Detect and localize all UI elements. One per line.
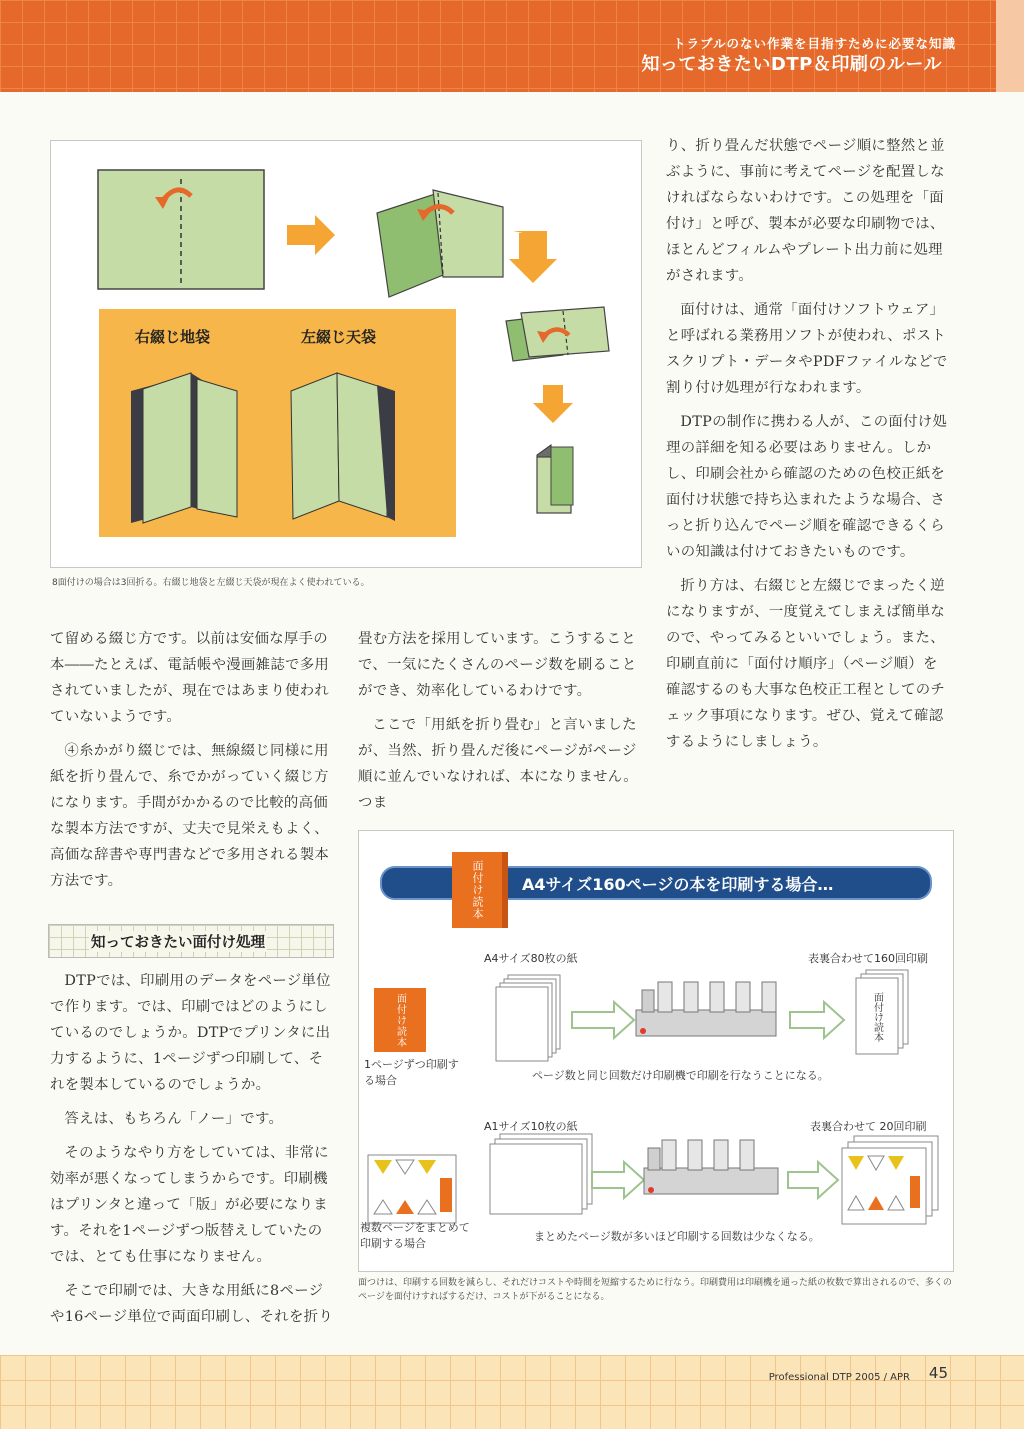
publication-name: Professional DTP 2005 / APR xyxy=(768,1372,910,1383)
figure2-caption: 面つけは、印刷する回数を減らし、それだけコストや時間を短縮するために行なう。印刷費用は印刷機を通った紙の枚数で算出されるので、多くのページを面付けすればするだけ、コストが下がることになる。 xyxy=(358,1278,952,1302)
multi-page-label: 複数ページをまとめて印刷する場合 xyxy=(360,1221,470,1250)
article-column-left-bottom xyxy=(50,968,334,1330)
paragraph: 畳む方法を採用しています。こうすることで、一気にたくさんのページ数を刷ることができ、効率化しているわけです。 xyxy=(358,631,637,699)
book-cover-small: 面付け読本 xyxy=(374,988,426,1052)
header-title: 知っておきたいDTP＆印刷のルール xyxy=(641,54,942,75)
section-heading-box xyxy=(48,924,334,958)
book-cover-large: 面付け読本 xyxy=(452,852,508,928)
folding-figure xyxy=(50,140,642,568)
paragraph: 折り方は、右綴じと左綴じでまったく逆になりますが、一度覚えてしまえば簡単なので、やってみるといいでしょう。また、印刷直前に「面付け順序」（ページ順）を確認するのも大事な色校正工程としてのチェック事項になります。ぜひ、覚えて確認するようにしましょう。 xyxy=(666,578,946,750)
article-column-middle xyxy=(358,626,642,816)
paragraph: ④糸かがり綴じでは、無線綴じ同様に用紙を折り畳んで、糸でかがっていく綴じ方になります。手間がかかるので比較的高価な製本方法ですが、丈夫で見栄えもよく、高価な辞書や専門書などで多用される製本方法です。 xyxy=(50,743,330,889)
single-page-label: 1ページずつ印刷する場合 xyxy=(364,1058,459,1087)
output-book-label: 面付け読本 xyxy=(871,992,883,1042)
print-count-20-label: 表裏合わせて 20回印刷 xyxy=(810,1120,927,1133)
paragraph: て留める綴じ方です。以前は安価な厚手の本――たとえば、電話帳や漫画雑誌で多用されていましたが、現在ではあまり使われていないようです。 xyxy=(50,631,330,725)
row2-note: まとめたページ数が多いほど印刷する回数は少なくなる。 xyxy=(534,1230,820,1243)
right-binding-label: 右綴じ地袋 xyxy=(135,328,211,346)
a4-paper-label: A4サイズ80枚の紙 xyxy=(484,952,578,965)
header-accent xyxy=(996,0,1024,92)
folding-illustration xyxy=(51,141,641,567)
a1-paper-label: A1サイズ10枚の紙 xyxy=(484,1120,578,1133)
paragraph: り、折り畳んだ状態でページ順に整然と並ぶように、事前に考えてページを配置しなければならないわけです。この処理を「面付け」と呼び、製本が必要な印刷物では、ほとんどフィルムやプレート出力前に処理がされます。 xyxy=(666,138,945,284)
article-column-right xyxy=(666,133,950,755)
printing-figure-title: A4サイズ160ページの本を印刷する場合… xyxy=(522,875,834,894)
printing-diagram xyxy=(358,830,952,1270)
paragraph: ここで「用紙を折り畳む」と言いましたが、当然、折り畳んだ後にページがページ順に並んでいなければ、本になりません。つま xyxy=(358,717,638,811)
row1-note: ページ数と同じ回数だけ印刷機で印刷を行なうことになる。 xyxy=(532,1069,829,1082)
footer-band xyxy=(0,1355,1024,1429)
paragraph: DTPの制作に携わる人が、この面付け処理の詳細を知る必要はありません。しかし、印刷会社から確認のための色校正紙を面付け状態で持ち込まれたような場合、さっと折り込んでページ順を確認できるくらいの知識は付けておきたいものです。 xyxy=(666,414,948,560)
paragraph: DTPでは、印刷用のデータをページ単位で作ります。では、印刷ではどのようにしているのでしょうか。DTPでプリンタに出力するように、1ページずつ印刷して、それを製本しているのでしょうか。 xyxy=(50,973,331,1093)
paragraph: 答えは、もちろん「ノー」です。 xyxy=(64,1111,284,1127)
article-column-left xyxy=(50,626,334,894)
paragraph: そこで印刷では、大きな用紙に8ページや16ページ単位で両面印刷し、それを折り xyxy=(50,1283,334,1325)
print-count-160-label: 表裏合わせて160回印刷 xyxy=(808,952,928,965)
figure1-caption: 8面付けの場合は3回折る。右綴じ地袋と左綴じ天袋が現在よく使われている。 xyxy=(52,578,370,588)
paragraph: そのようなやり方をしていては、非常に効率が悪くなってしまうからです。印刷機はプリンタと違って「版」が必要になります。それを1ページずつ版替えしていたのでは、とても仕事になりません。 xyxy=(50,1145,329,1265)
header-subtitle: トラブルのない作業を目指すために必要な知識 xyxy=(672,36,956,51)
left-binding-label: 左綴じ天袋 xyxy=(301,328,377,346)
section-heading: 知っておきたい面付け処理 xyxy=(89,931,267,952)
header-band xyxy=(0,0,1024,92)
paragraph: 面付けは、通常「面付けソフトウェア」と呼ばれる業務用ソフトが使われ、ポストスクリプト・データやPDFファイルなどで割り付け処理が行なわれます。 xyxy=(666,302,948,396)
page-number: 45 xyxy=(928,1364,948,1382)
